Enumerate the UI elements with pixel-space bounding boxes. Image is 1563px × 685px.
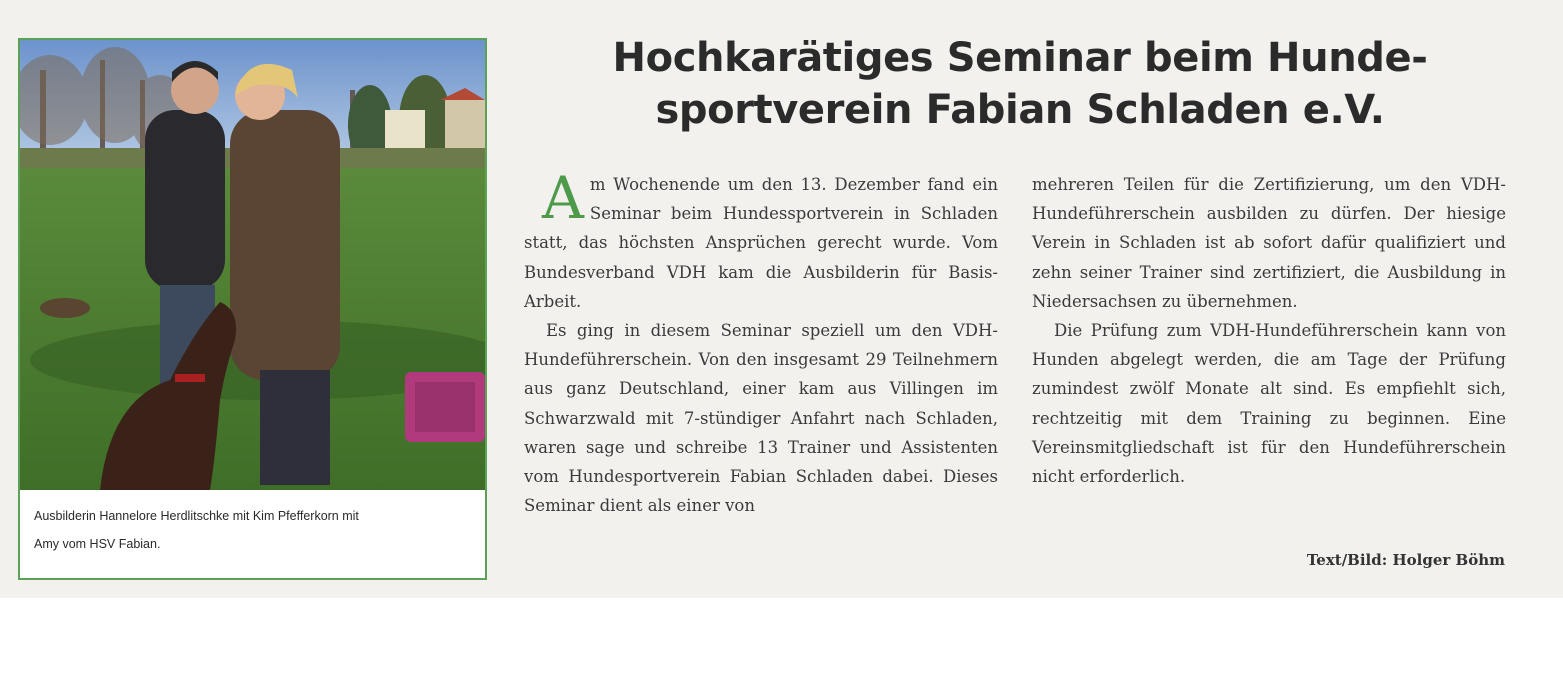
paragraph-2: Es ging in diesem Seminar speziell um den VDH-Hundeführerschein. Von den insgesamt 29 Teilnehmern aus ganz Deutschland, einer kam aus Villingen im Schwarzwald mit 7-stündiger Anfahrt nach Schladen, waren sage und schreibe 13 Trainer und Assistenten vom Hundesportverein Fabian Schladen dabei. Dieses Seminar dient als einer von [524,321,998,516]
caption-line-1: Ausbilderin Hannelore Herdlitschke mit Kim Pfefferkorn mit [34,509,359,523]
drop-cap: A [542,164,584,232]
paragraph-1 [524,164,998,316]
article-headline [520,32,1520,136]
photo-box [18,38,487,580]
headline-line-1: Hochkarätiges Seminar beim Hunde- [612,35,1428,81]
photo-caption [34,502,474,558]
headline-line-2: sportverein Fabian Schladen e.V. [655,87,1385,133]
article-photo [20,40,485,490]
paragraph-4: Die Prüfung zum VDH-Hundeführerschein kann von Hunden abgelegt werden, die am Tage der Prüfung zumindest zwölf Monate alt sind. Es empfiehlt sich, rechtzeitig mit dem Training zu beginnen. Eine Vereinsmitgliedschaft ist für den Hundeführerschein nicht erforderlich. [1032,321,1506,487]
paragraph-3: mehreren Teilen für die Zertifizierung, um den VDH-Hundeführerschein ausbilden zu dürfen. Der hiesige Verein in Schladen ist ab sofort dafür qualifiziert und zehn seiner Trainer sind zertifiziert, die Ausbildung in Niedersachsen zu übernehmen. [1032,175,1506,311]
article-column-left [524,164,998,520]
paragraph-1-text: m Wochenende um den 13. Dezember fand ein Seminar beim Hundessportverein in Schladen statt, das höchsten Ansprüchen gerecht wurde. Vom Bundesverband VDH kam die Ausbilderin für Basis-Arbeit. [524,175,998,311]
author-credit: Text/Bild: Holger Böhm [1306,551,1505,569]
article-column-right [1032,170,1506,491]
caption-line-2: Amy vom HSV Fabian. [34,537,161,551]
